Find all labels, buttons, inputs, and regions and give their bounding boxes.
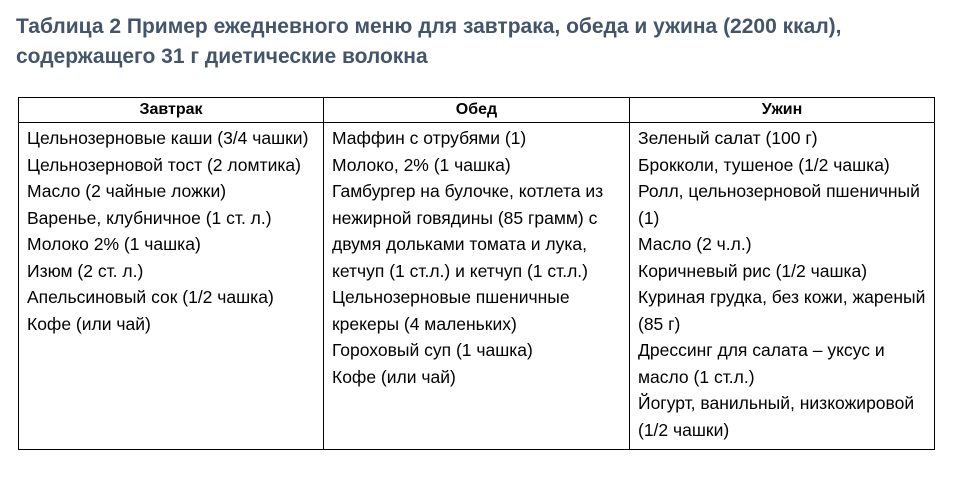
header-row [19,98,935,123]
dinner-item: Брокколи, тушеное (1/2 чашка) [638,154,890,175]
lunch-cell [324,123,630,450]
lunch-item: Молоко, 2% (1 чашка) [332,154,511,175]
breakfast-item: Апельсиновый сок (1/2 чашка) [27,287,274,307]
breakfast-item: Варенье, клубничное (1 ст. л.) [27,207,272,228]
dinner-item: Дрессинг для салата – уксус и масло (1 ст.л.) [638,340,885,387]
breakfast-item: Цельнозерновые каши (3/4 чашки) [27,128,309,148]
dinner-item: Зеленый салат (100 г) [638,128,818,148]
dinner-item: Йогурт, ванильный, низкожировой (1/2 чашки) [638,393,915,440]
lunch-item: Гороховый суп (1 чашка) [332,340,533,360]
lunch-item: Цельнозерновые пшеничные крекеры (4 маленьких) [332,287,570,334]
dinner-item: Куриная грудка, без кожи, жареный (85 г) [638,287,926,334]
breakfast-item: Молоко 2% (1 чашка) [27,234,201,254]
column-header-breakfast: Завтрак [19,98,324,123]
lunch-item: Гамбургер на булочке, котлета из нежирной говядины (85 грамм) с двумя дольками томата и лука, кетчуп (1 ст.л.) и кетчуп (1 ст.л.) [332,181,604,281]
menu-table [18,97,935,450]
dinner-cell [630,123,935,450]
breakfast-item: Цельнозерновой тост (2 ломтика) [27,154,301,175]
column-header-dinner: Ужин [630,98,935,123]
dinner-item: Масло (2 ч.л.) [638,234,752,254]
table-row [19,123,935,450]
breakfast-item: Кофе (или чай) [27,313,151,334]
dinner-item: Коричневый рис (1/2 чашка) [638,260,868,281]
breakfast-cell [19,123,324,450]
lunch-item: Маффин с отрубями (1) [332,128,527,148]
breakfast-item: Масло (2 чайные ложки) [27,181,227,201]
page-title: Таблица 2 Пример ежедневного меню для завтрака, обеда и ужина (2200 ккал), содержащего 31 г диетические волокна [16,15,842,68]
dinner-item: Ролл, цельнозерновой пшеничный (1) [638,181,920,228]
breakfast-item: Изюм (2 ст. л.) [27,260,144,281]
column-header-lunch: Обед [324,98,630,123]
lunch-item: Кофе (или чай) [332,366,456,387]
